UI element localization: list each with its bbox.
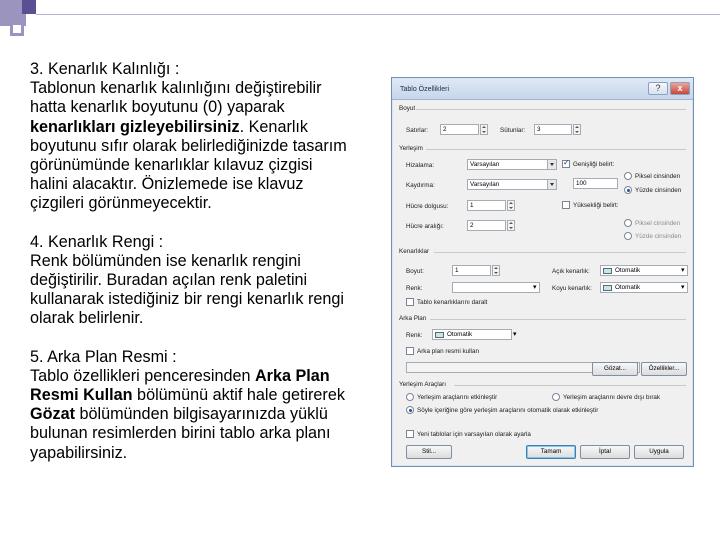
wrap-value: Varsayılan bbox=[470, 181, 500, 188]
layout-tools-enable-label: Yerleşim araçlarını etkinleştir bbox=[417, 394, 498, 401]
table-properties-dialog bbox=[391, 77, 694, 467]
light-border-label: Açık kenarlık: bbox=[552, 268, 590, 275]
chevron-down-icon bbox=[547, 180, 556, 189]
layout-tools-disable-radio[interactable] bbox=[552, 393, 560, 401]
paragraph-line bbox=[30, 252, 390, 271]
rows-label: Satırlar: bbox=[406, 127, 429, 134]
chevron-down-icon bbox=[547, 160, 556, 169]
text-run: bulunan resimlerden birini tablo arka planı bbox=[30, 424, 331, 443]
dialog-title: Tablo Özellikleri bbox=[400, 86, 450, 93]
browse-button[interactable]: Gözat... bbox=[592, 362, 638, 376]
rows-spinner[interactable] bbox=[480, 124, 488, 135]
paragraph-line bbox=[30, 175, 390, 194]
cell-padding-spinner[interactable] bbox=[507, 200, 515, 211]
height-pixels-label: Piksel cinsinden bbox=[635, 220, 681, 227]
text-run: Renk bölümünden ise kenarlık rengini bbox=[30, 251, 301, 270]
alignment-value: Varsayılan bbox=[470, 161, 500, 168]
text-run: halini alacaktır. Önizlemede ise klavuz bbox=[30, 175, 304, 194]
height-checkbox[interactable] bbox=[562, 201, 570, 209]
help-button[interactable]: ? bbox=[648, 82, 668, 95]
paragraph-line bbox=[30, 367, 390, 386]
paragraph-heading: 5. Arka Plan Resmi : bbox=[30, 347, 177, 366]
paragraph-line bbox=[30, 98, 390, 117]
section-borders: Kenarlıklar bbox=[399, 248, 430, 255]
border-size-input[interactable]: 1 bbox=[452, 265, 491, 276]
background-color-label: Renk: bbox=[406, 332, 423, 339]
set-default-checkbox[interactable] bbox=[406, 430, 414, 438]
paragraph-line bbox=[30, 137, 390, 156]
paragraph-line bbox=[30, 79, 390, 98]
style-button[interactable]: Stil... bbox=[406, 445, 452, 459]
wrap-dropdown[interactable] bbox=[467, 179, 557, 190]
text-run: hatta kenarlık boyutunu (0) yaparak bbox=[30, 98, 285, 117]
layout-tools-auto-label: Söyle içeriğine göre yerleşim araçlarını otomatik olarak etkinleştir bbox=[417, 407, 599, 414]
background-image-label: Arka plan resmi kullan bbox=[417, 348, 479, 355]
height-percent-radio[interactable] bbox=[624, 232, 632, 240]
chevron-down-icon: ▾ bbox=[533, 284, 537, 291]
apply-button[interactable]: Uygula bbox=[634, 445, 684, 459]
width-checkbox[interactable] bbox=[562, 160, 570, 168]
section-layout-tools: Yerleşim Araçları bbox=[399, 381, 447, 388]
light-border-value: Otomatik bbox=[615, 267, 641, 274]
width-pixels-label: Piksel cinsinden bbox=[635, 173, 681, 180]
light-border-picker[interactable] bbox=[600, 265, 688, 276]
chevron-down-icon: ▾ bbox=[681, 267, 685, 274]
background-color-picker[interactable] bbox=[432, 329, 512, 340]
paragraph-line bbox=[30, 444, 390, 463]
dark-border-picker[interactable] bbox=[600, 282, 688, 293]
paragraph-line bbox=[30, 309, 390, 328]
border-size-spinner[interactable] bbox=[492, 265, 500, 276]
cell-spacing-label: Hücre aralığı: bbox=[406, 223, 444, 230]
chevron-down-icon: ▾ bbox=[513, 331, 517, 338]
slide-text bbox=[30, 60, 390, 482]
collapse-borders-label: Tablo kenarlıklarını daralt bbox=[417, 299, 488, 306]
wrap-label: Kaydırma: bbox=[406, 182, 435, 189]
paragraph-heading: 4. Kenarlık Rengi : bbox=[30, 232, 164, 251]
dark-border-value: Otomatik bbox=[615, 284, 641, 291]
paragraph bbox=[30, 60, 390, 214]
paragraph-line bbox=[30, 424, 390, 443]
properties-button[interactable]: Özellikler... bbox=[641, 362, 687, 376]
paragraph-line bbox=[30, 194, 390, 213]
width-percent-radio[interactable] bbox=[624, 186, 632, 194]
border-color-picker[interactable] bbox=[452, 282, 540, 293]
height-label: Yüksekliği belirt: bbox=[573, 202, 619, 209]
text-run: yapabilirsiniz. bbox=[30, 443, 128, 462]
set-default-label: Yeni tablolar için varsayılan olarak ayarla bbox=[417, 431, 531, 438]
cell-spacing-input[interactable]: 2 bbox=[467, 220, 506, 231]
dialog-titlebar bbox=[392, 78, 693, 100]
text-run: kenarlıkları gizleyebilirsiniz bbox=[30, 117, 240, 136]
columns-input[interactable]: 3 bbox=[534, 124, 572, 135]
close-button[interactable]: x bbox=[670, 82, 690, 95]
text-run: Tablo özellikleri penceresinden bbox=[30, 366, 255, 385]
paragraph-line bbox=[30, 405, 390, 424]
color-swatch bbox=[603, 285, 612, 291]
section-layout: Yerleşim bbox=[399, 145, 423, 152]
cell-padding-label: Hücre dolgusu: bbox=[406, 203, 449, 210]
paragraph-line bbox=[30, 386, 390, 405]
width-input[interactable]: 100 bbox=[573, 178, 618, 189]
width-percent-label: Yüzde cinsinden bbox=[635, 187, 682, 194]
paragraph-line bbox=[30, 271, 390, 290]
text-run: çizgileri görünmeyecektir. bbox=[30, 194, 212, 213]
layout-tools-auto-radio[interactable] bbox=[406, 406, 414, 414]
alignment-dropdown[interactable] bbox=[467, 159, 557, 170]
cell-spacing-spinner[interactable] bbox=[507, 220, 515, 231]
background-image-checkbox[interactable] bbox=[406, 347, 414, 355]
layout-tools-enable-radio[interactable] bbox=[406, 393, 414, 401]
border-size-label: Boyut: bbox=[406, 268, 424, 275]
collapse-borders-checkbox[interactable] bbox=[406, 298, 414, 306]
dark-border-label: Koyu kenarlık: bbox=[552, 285, 592, 292]
chevron-down-icon: ▾ bbox=[681, 284, 685, 291]
cell-padding-input[interactable]: 1 bbox=[467, 200, 506, 211]
text-run: Arka Plan bbox=[254, 366, 330, 385]
text-run: Gözat bbox=[30, 405, 75, 424]
section-size: Boyut bbox=[399, 105, 416, 112]
border-color-label: Renk: bbox=[406, 285, 423, 292]
text-run: görünümünde kenarlıklar kılavuz çizgisi bbox=[30, 156, 313, 175]
columns-label: Sütunlar: bbox=[500, 127, 526, 134]
paragraph bbox=[30, 348, 390, 463]
rows-input[interactable]: 2 bbox=[440, 124, 479, 135]
columns-spinner[interactable] bbox=[573, 124, 581, 135]
text-run: boyutunu sıfır olarak belirlediğinizde tasarım bbox=[30, 136, 347, 155]
paragraph-heading: 3. Kenarlık Kalınlığı : bbox=[30, 60, 180, 78]
text-run: bölümünden bilgisayarınızda yüklü bbox=[74, 405, 328, 424]
text-run: kullanarak istediğiniz bir rengi kenarlık rengi bbox=[30, 290, 345, 309]
color-swatch bbox=[435, 332, 444, 338]
text-run: Resmi Kullan bbox=[30, 386, 133, 405]
paragraph bbox=[30, 233, 390, 329]
color-swatch bbox=[603, 268, 612, 274]
width-label: Genişliği belirt: bbox=[573, 161, 615, 168]
alignment-label: Hizalama: bbox=[406, 162, 434, 169]
background-color-value: Otomatik bbox=[447, 331, 473, 338]
height-percent-label: Yüzde cinsinden bbox=[635, 233, 682, 240]
paragraph-line bbox=[30, 290, 390, 309]
section-background: Arka Plan bbox=[399, 315, 427, 322]
ok-button[interactable]: Tamam bbox=[526, 445, 576, 459]
text-run: Tablonun kenarlık kalınlığını değiştirebilir bbox=[30, 79, 322, 98]
width-pixels-radio[interactable] bbox=[624, 172, 632, 180]
text-run: bölümünü aktif hale getirerek bbox=[132, 386, 345, 405]
cancel-button[interactable]: İptal bbox=[580, 445, 630, 459]
layout-tools-disable-label: Yerleşim araçlarını devre dışı bırak bbox=[563, 394, 661, 401]
text-run: . Kenarlık bbox=[239, 117, 309, 136]
text-run: değiştirilir. Buradan açılan renk paletini bbox=[30, 271, 308, 290]
height-pixels-radio[interactable] bbox=[624, 219, 632, 227]
paragraph-line bbox=[30, 118, 390, 137]
text-run: olarak belirlenir. bbox=[30, 309, 144, 328]
paragraph-line bbox=[30, 156, 390, 175]
